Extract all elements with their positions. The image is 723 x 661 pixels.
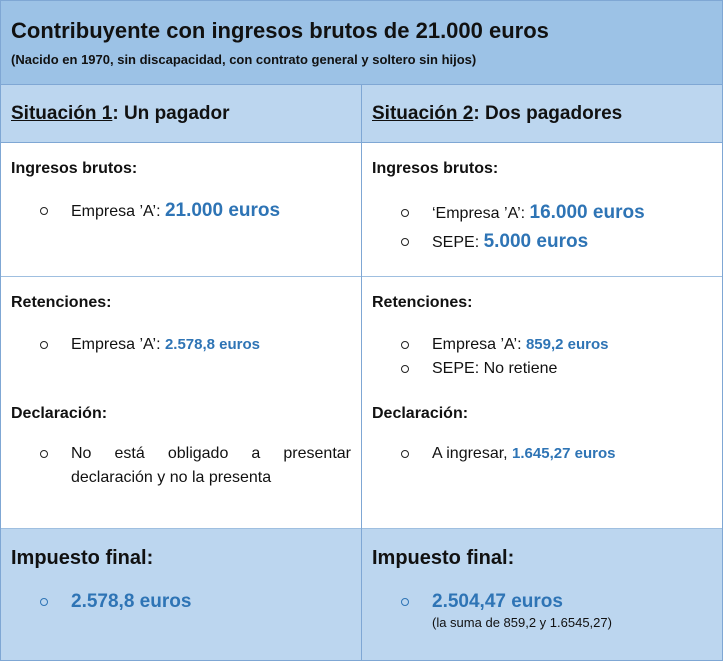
table-header: [1, 1, 722, 85]
declaracion-text: No está obligado a presentar declaración y no la presenta: [71, 445, 351, 486]
ingreso-text: SEPE:: [432, 234, 484, 251]
declaracion-value: 1.645,27 euros: [512, 445, 616, 462]
retenciones-list: [392, 333, 712, 381]
declaracion-list: [392, 442, 712, 466]
declaracion-label: Declaración:: [11, 405, 108, 422]
situation-1-column: [1, 85, 362, 660]
bullet-circle-icon: [40, 598, 48, 606]
list-item: [392, 357, 712, 381]
final-value: 2.504,47 euros: [432, 591, 563, 612]
page-subtitle: (Nacido en 1970, sin discapacidad, con contrato general y soltero sin hijos): [11, 52, 477, 67]
final-value: 2.578,8 euros: [71, 591, 192, 612]
ingreso-text: Empresa ’A’:: [71, 203, 165, 220]
declaracion-label: Declaración:: [372, 405, 469, 422]
retenciones-label: Retenciones:: [11, 294, 112, 311]
list-item: [392, 199, 712, 228]
final-label: Impuesto final:: [372, 547, 515, 569]
list-item: [31, 333, 351, 357]
bullet-circle-icon: [401, 238, 409, 246]
ingresos-label: Ingresos brutos:: [11, 160, 138, 177]
situation-1-final: [1, 529, 361, 660]
final-label: Impuesto final:: [11, 547, 154, 569]
situation-2-final: [362, 529, 722, 660]
retenciones-label: Retenciones:: [372, 294, 473, 311]
ingreso-value: 16.000 euros: [529, 202, 645, 223]
situation-2-title-rest: : Dos pagadores: [473, 103, 623, 124]
ingreso-value: 5.000 euros: [483, 231, 589, 252]
retencion-text: Empresa ’A’:: [71, 336, 165, 353]
list-item: [31, 590, 351, 614]
retencion-text: SEPE: No retiene: [432, 360, 558, 377]
bullet-circle-icon: [401, 598, 409, 606]
list-item: [392, 442, 712, 466]
retencion-value: 859,2 euros: [525, 336, 609, 353]
retencion-text: Empresa ’A’:: [432, 336, 526, 353]
final-list: [31, 590, 351, 614]
bullet-circle-icon: [40, 207, 48, 215]
list-item: [31, 442, 351, 490]
situation-2-title-underlined: Situación 2: [372, 103, 474, 124]
list-item: [31, 199, 351, 224]
bullet-circle-icon: [401, 450, 409, 458]
bullet-circle-icon: [40, 341, 48, 349]
situation-2-column: [362, 85, 722, 660]
situation-1-title-underlined: Situación 1: [11, 103, 113, 124]
bullet-circle-icon: [401, 341, 409, 349]
retenciones-list: [31, 333, 351, 357]
situation-2-title: [362, 85, 722, 143]
final-list: [392, 590, 712, 614]
ingresos-label: Ingresos brutos:: [372, 160, 499, 177]
ingresos-list: [31, 199, 351, 224]
ingresos-list: [392, 199, 712, 257]
list-item: [392, 333, 712, 357]
final-note: (la suma de 859,2 y 1.6545,27): [432, 615, 612, 630]
declaracion-text: A ingresar,: [432, 445, 513, 462]
situation-2-ingresos: [362, 143, 722, 277]
list-item: [392, 590, 712, 614]
situation-1-title-rest: : Un pagador: [112, 103, 230, 124]
bullet-circle-icon: [401, 209, 409, 217]
situation-1-title: [1, 85, 361, 143]
page-title: Contribuyente con ingresos brutos de 21.000 euros: [11, 18, 549, 43]
retencion-value: 2.578,8 euros: [164, 336, 261, 353]
situation-1-retenciones: [1, 277, 361, 529]
bullet-circle-icon: [40, 450, 48, 458]
situation-1-ingresos: [1, 143, 361, 277]
bullet-circle-icon: [401, 365, 409, 373]
situation-2-retenciones: [362, 277, 722, 529]
ingreso-value: 21.000 euros: [164, 200, 281, 221]
list-item: [392, 228, 712, 257]
ingreso-text: ‘Empresa ’A’:: [432, 205, 530, 222]
declaracion-list: [31, 442, 351, 490]
